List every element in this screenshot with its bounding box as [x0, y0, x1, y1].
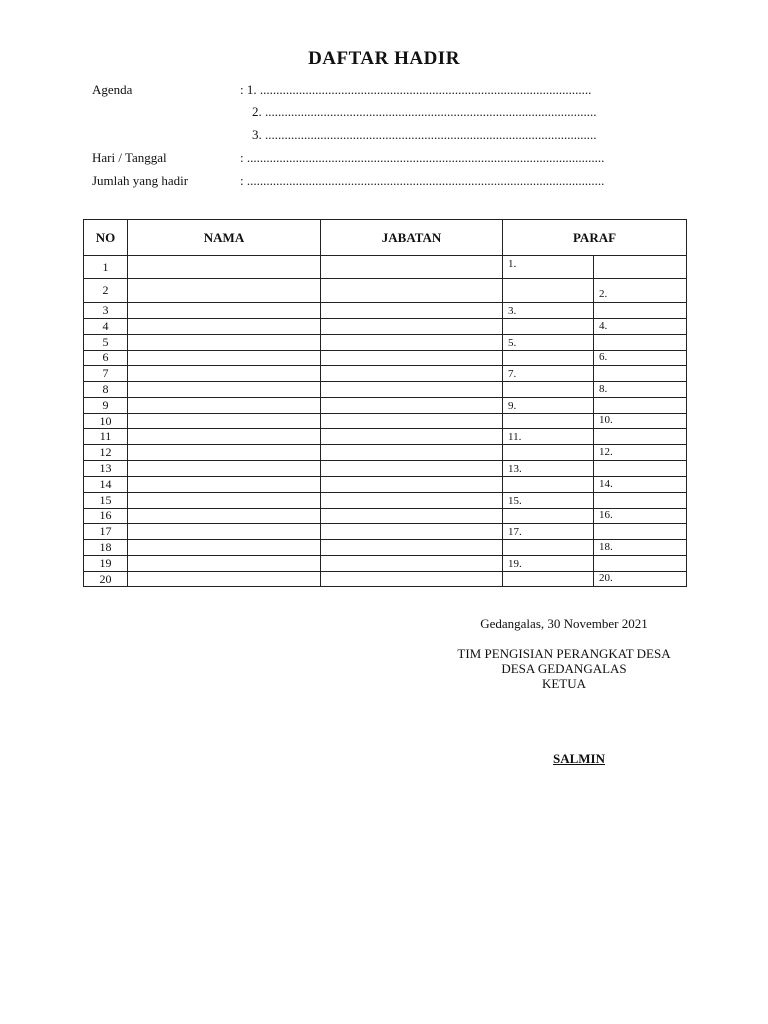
table-row — [84, 319, 687, 335]
jabatan-cell[interactable] — [321, 303, 503, 319]
nama-cell[interactable] — [128, 319, 321, 335]
jabatan-cell[interactable] — [321, 382, 503, 398]
table-row — [84, 476, 687, 492]
table-row — [84, 397, 687, 413]
table-row — [84, 508, 687, 524]
jabatan-cell[interactable] — [321, 350, 503, 366]
paraf-cell[interactable]: 13. — [503, 460, 594, 476]
paraf-cell[interactable]: 2. — [594, 279, 687, 303]
paraf-cell-blank — [594, 334, 687, 350]
table-row — [84, 256, 687, 279]
row-number: 13 — [84, 460, 128, 476]
table-row — [84, 303, 687, 319]
nama-cell[interactable] — [128, 303, 321, 319]
nama-cell[interactable] — [128, 429, 321, 445]
nama-cell[interactable] — [128, 540, 321, 556]
header-no: NO — [84, 220, 128, 256]
table-row — [84, 429, 687, 445]
jabatan-cell[interactable] — [321, 540, 503, 556]
signer-role: KETUA — [541, 676, 587, 691]
paraf-cell-blank — [594, 524, 687, 540]
jabatan-cell[interactable] — [321, 256, 503, 279]
paraf-cell-blank — [503, 413, 594, 429]
row-number: 5 — [84, 334, 128, 350]
paraf-cell-blank — [503, 445, 594, 461]
nama-cell[interactable] — [128, 366, 321, 382]
nama-cell[interactable] — [128, 413, 321, 429]
table-row — [84, 445, 687, 461]
agenda-line-3: 3. ...................................................................................................... — [252, 127, 597, 142]
row-number: 18 — [84, 540, 128, 556]
nama-cell[interactable] — [128, 492, 321, 508]
paraf-cell[interactable]: 3. — [503, 303, 594, 319]
nama-cell[interactable] — [128, 334, 321, 350]
paraf-cell-blank — [594, 397, 687, 413]
row-number: 16 — [84, 508, 128, 524]
paraf-cell[interactable]: 4. — [594, 319, 687, 335]
paraf-cell[interactable]: 17. — [503, 524, 594, 540]
table-body — [84, 256, 687, 587]
row-number: 19 — [84, 555, 128, 571]
row-number: 1 — [84, 256, 128, 279]
paraf-cell-blank — [503, 319, 594, 335]
nama-cell[interactable] — [128, 460, 321, 476]
paraf-cell-blank — [503, 571, 594, 587]
signature-org — [404, 646, 724, 691]
date-label: Hari / Tanggal — [92, 150, 167, 165]
org-line-2: DESA GEDANGALAS — [501, 661, 627, 676]
signer-name: SALMIN — [552, 751, 605, 766]
nama-cell[interactable] — [128, 350, 321, 366]
jabatan-cell[interactable] — [321, 508, 503, 524]
paraf-cell-blank — [594, 492, 687, 508]
table-row — [84, 524, 687, 540]
jabatan-cell[interactable] — [321, 571, 503, 587]
nama-cell[interactable] — [128, 524, 321, 540]
paraf-cell-blank — [594, 366, 687, 382]
paraf-cell-blank — [503, 476, 594, 492]
row-number: 3 — [84, 303, 128, 319]
jabatan-cell[interactable] — [321, 476, 503, 492]
paraf-cell[interactable]: 20. — [594, 571, 687, 587]
paraf-cell-blank — [503, 540, 594, 556]
table-row — [84, 279, 687, 303]
table-row — [84, 382, 687, 398]
paraf-cell-blank — [594, 555, 687, 571]
nama-cell[interactable] — [128, 256, 321, 279]
paraf-cell-blank — [594, 303, 687, 319]
date-value: : .............................................................................................................. — [240, 150, 605, 165]
table-row — [84, 540, 687, 556]
paraf-cell-blank — [594, 429, 687, 445]
table-row — [84, 492, 687, 508]
row-number: 15 — [84, 492, 128, 508]
jabatan-cell[interactable] — [321, 279, 503, 303]
table-row — [84, 350, 687, 366]
jabatan-cell[interactable] — [321, 334, 503, 350]
table-row — [84, 366, 687, 382]
nama-cell[interactable] — [128, 555, 321, 571]
nama-cell[interactable] — [128, 571, 321, 587]
nama-cell[interactable] — [128, 476, 321, 492]
jabatan-cell[interactable] — [321, 555, 503, 571]
row-number: 17 — [84, 524, 128, 540]
jabatan-cell[interactable] — [321, 492, 503, 508]
table-row — [84, 334, 687, 350]
table-row — [84, 555, 687, 571]
place-date: Gedangalas, 30 November 2021 — [480, 616, 648, 631]
nama-cell[interactable] — [128, 397, 321, 413]
row-number: 4 — [84, 319, 128, 335]
nama-cell[interactable] — [128, 279, 321, 303]
header-paraf: PARAF — [503, 220, 687, 256]
table-row — [84, 571, 687, 587]
paraf-cell[interactable]: 6. — [594, 350, 687, 366]
row-number: 9 — [84, 397, 128, 413]
paraf-cell[interactable]: 16. — [594, 508, 687, 524]
row-number: 7 — [84, 366, 128, 382]
nama-cell[interactable] — [128, 508, 321, 524]
jabatan-cell[interactable] — [321, 445, 503, 461]
table-header-row — [84, 220, 687, 256]
row-number: 2 — [84, 279, 128, 303]
row-number: 10 — [84, 413, 128, 429]
page-title: DAFTAR HADIR — [308, 48, 460, 69]
header-nama: NAMA — [128, 220, 321, 256]
row-number: 20 — [84, 571, 128, 587]
paraf-cell-blank — [503, 382, 594, 398]
paraf-cell[interactable]: 8. — [594, 382, 687, 398]
jabatan-cell[interactable] — [321, 413, 503, 429]
jabatan-cell[interactable] — [321, 460, 503, 476]
row-number: 14 — [84, 476, 128, 492]
paraf-cell[interactable]: 14. — [594, 476, 687, 492]
paraf-cell-blank — [594, 460, 687, 476]
paraf-cell[interactable]: 7. — [503, 366, 594, 382]
paraf-cell[interactable]: 1. — [503, 256, 594, 279]
attendance-table — [83, 219, 687, 587]
header-jabatan: JABATAN — [321, 220, 503, 256]
paraf-cell[interactable]: 11. — [503, 429, 594, 445]
paraf-cell[interactable]: 12. — [594, 445, 687, 461]
row-number: 6 — [84, 350, 128, 366]
paraf-cell-blank — [503, 279, 594, 303]
count-label: Jumlah yang hadir — [92, 173, 189, 188]
org-line-1: TIM PENGISIAN PERANGKAT DESA — [457, 646, 671, 661]
table-row — [84, 460, 687, 476]
nama-cell[interactable] — [128, 382, 321, 398]
jabatan-cell[interactable] — [321, 429, 503, 445]
paraf-cell[interactable]: 5. — [503, 334, 594, 350]
paraf-cell[interactable]: 19. — [503, 555, 594, 571]
paraf-cell[interactable]: 9. — [503, 397, 594, 413]
paraf-cell[interactable]: 15. — [503, 492, 594, 508]
paraf-cell[interactable]: 18. — [594, 540, 687, 556]
nama-cell[interactable] — [128, 445, 321, 461]
row-number: 12 — [84, 445, 128, 461]
table-row — [84, 413, 687, 429]
agenda-line-1: : 1. ...................................................................................................... — [240, 82, 592, 97]
paraf-cell-blank — [503, 508, 594, 524]
paraf-cell[interactable]: 10. — [594, 413, 687, 429]
jabatan-cell[interactable] — [321, 366, 503, 382]
agenda-line-2: 2. ...................................................................................................... — [252, 104, 597, 119]
jabatan-cell[interactable] — [321, 319, 503, 335]
count-value: : .............................................................................................................. — [240, 173, 605, 188]
paraf-cell-blank — [594, 256, 687, 279]
jabatan-cell[interactable] — [321, 397, 503, 413]
row-number: 8 — [84, 382, 128, 398]
agenda-label: Agenda — [92, 82, 133, 97]
row-number: 11 — [84, 429, 128, 445]
paraf-cell-blank — [503, 350, 594, 366]
jabatan-cell[interactable] — [321, 524, 503, 540]
